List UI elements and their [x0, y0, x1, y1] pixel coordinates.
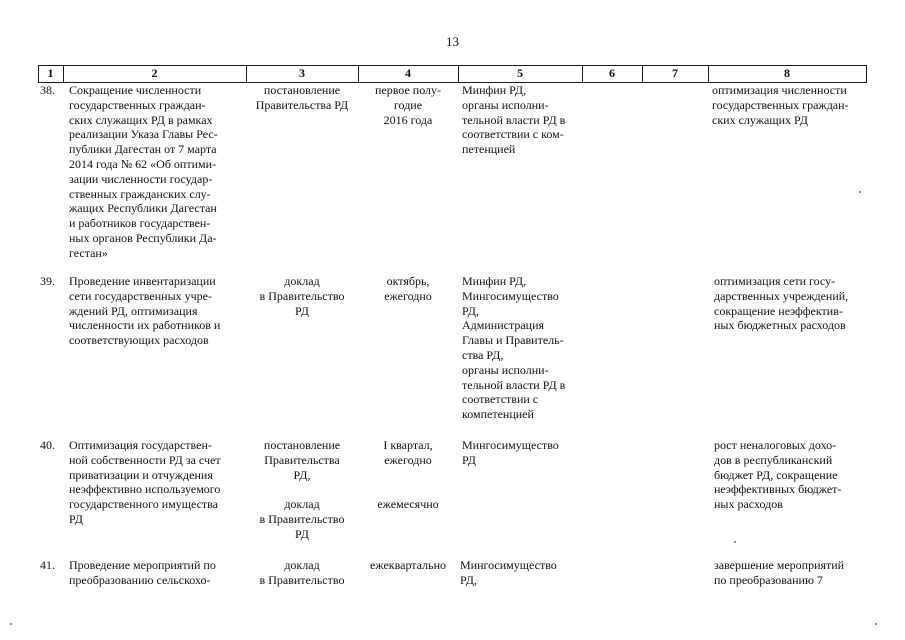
row-deadline: I квартал, ежегодно ежемесячно [377, 438, 439, 512]
header-col-7: 7 [672, 66, 678, 80]
scan-speck [859, 191, 861, 193]
row-measure: Проведение мероприятий по преобразованию сельскохо- [69, 558, 216, 587]
header-col-6: 6 [609, 66, 615, 80]
header-col-4: 4 [405, 66, 411, 80]
row-measure: Оптимизация государствен- ной собственности РД за счет приватизации и отчуждения неэффективно используемого государственного имущества РД [69, 438, 221, 526]
header-col-3: 3 [299, 66, 305, 80]
header-col-1: 1 [47, 66, 54, 80]
row-deadline: ежеквартально [370, 558, 446, 572]
row-result: завершение мероприятий по преобразованию 7 [714, 558, 845, 587]
row-result: рост неналоговых дохо- дов в республиканский бюджет РД, сокращение неэффективных бюджет- ных расходов [714, 438, 842, 512]
row-executor: Минфин РД, Мингосимущество РД, Администрация Главы и Правитель- ства РД, органы исполни- тельной власти РД в соответствии с компетенцией [462, 274, 566, 422]
page-number: 13 [446, 34, 459, 49]
row-executor: Мингосимущество РД [462, 438, 559, 467]
row-document-form: доклад в Правительство РД [259, 274, 345, 318]
row-deadline: первое полу- годие 2016 года [374, 83, 442, 127]
row-number: 40. [40, 438, 55, 452]
row-executor: Минфин РД, органы исполни- тельной власти РД в соответствии с ком- петенцией [462, 83, 566, 157]
scan-speck [734, 541, 736, 543]
row-result: оптимизация численности государственных граждан- ских служащих РД [712, 83, 849, 127]
row-measure: Сокращение численности государственных граждан- ских служащих РД в рамках реализации Указа Главы Рес- публики Дагестан от 7 марта 2014 года № 62 «Об оптими- зации численности государ- ственных гражданских слу- жащих Республики Дагестан и работников государствен- ных органов Республики Да- гестан» [69, 83, 218, 260]
row-number: 39. [40, 274, 55, 288]
row-document-form: постановление Правительства РД [255, 83, 349, 112]
scan-speck [875, 623, 877, 625]
header-col-5: 5 [517, 66, 523, 80]
row-number: 38. [40, 83, 55, 97]
row-number: 41. [40, 558, 55, 572]
header-col-2: 2 [151, 66, 158, 80]
row-measure: Проведение инвентаризации сети государственных учре- ждений РД, оптимизация численности их работников и соответствующих расходов [69, 274, 221, 348]
header-col-8: 8 [784, 66, 790, 80]
row-deadline: октябрь, ежегодно [384, 274, 432, 303]
row-executor: Мингосимущество РД, [460, 558, 557, 587]
col-divider-9 [866, 65, 867, 82]
scan-speck [10, 623, 12, 625]
row-result: оптимизация сети госу- дарственных учреждений, сокращение неэффектив- ных бюджетных расходов [714, 274, 849, 333]
row-document-form: доклад в Правительство [259, 558, 345, 587]
row-document-form: постановление Правительства РД, доклад в Правительство РД [259, 438, 345, 541]
